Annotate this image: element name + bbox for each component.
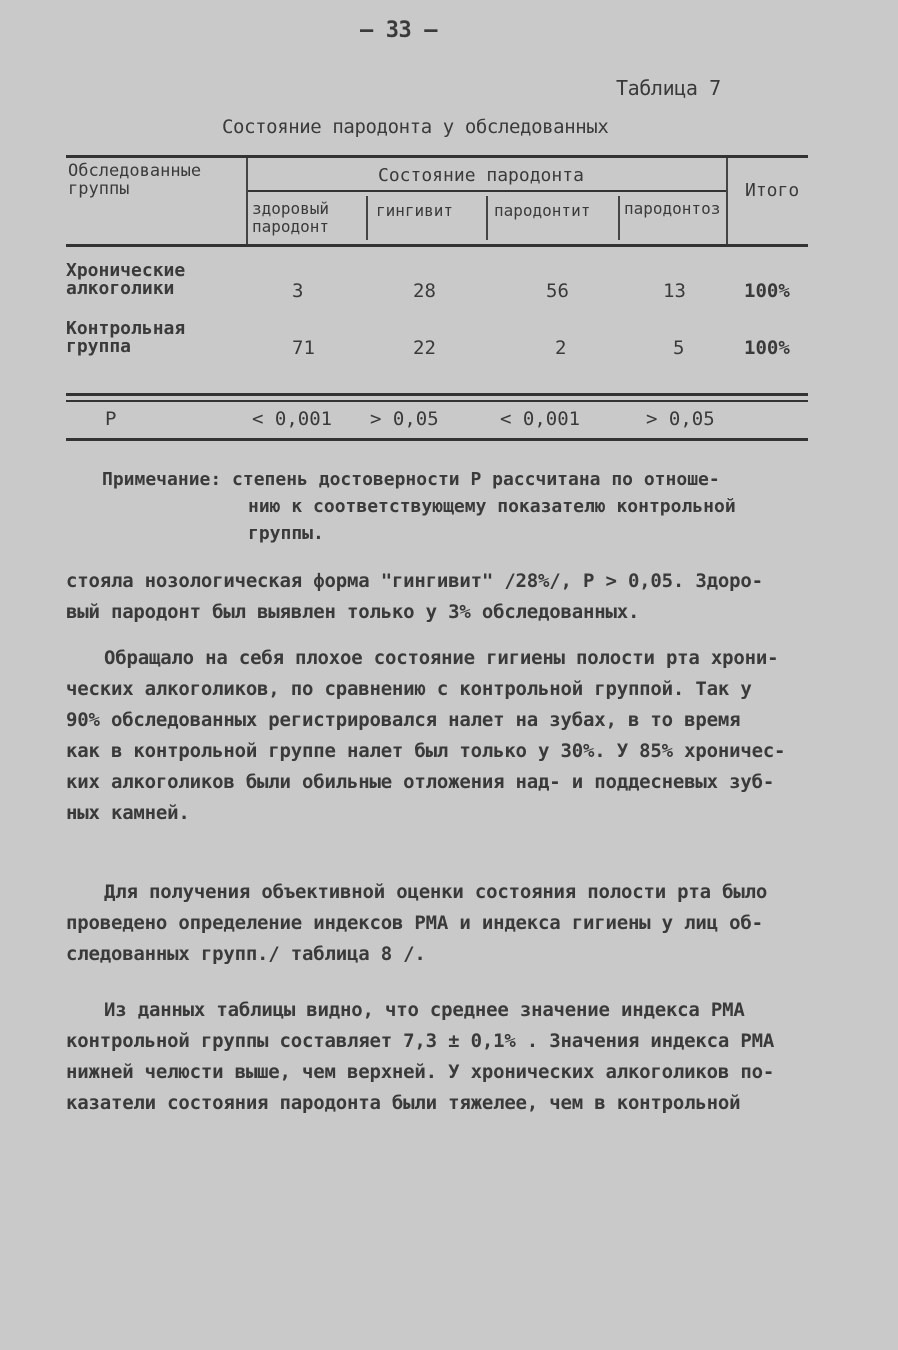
- p-value: > 0,05: [646, 408, 715, 430]
- p-row-label: P: [105, 408, 117, 430]
- table-cell: 5: [673, 337, 685, 359]
- column-divider: [486, 196, 488, 240]
- text-line: проведено определение индексов РМА и индекса гигиены у лиц об-: [66, 912, 763, 934]
- text-line: ческих алкоголиков, по сравнению с контрольной группой. Так у: [66, 678, 752, 700]
- p-value: < 0,001: [500, 408, 581, 430]
- text-line: Для получения объективной оценки состояния полости рта было: [104, 881, 768, 903]
- column-divider: [618, 196, 620, 240]
- note-line: группы.: [248, 523, 324, 544]
- table-caption: Состояние пародонта у обследованных: [222, 116, 609, 138]
- table-cell: 3: [292, 280, 304, 302]
- paragraph: [66, 643, 826, 829]
- table-cell-total: 100%: [744, 280, 790, 302]
- p-value: < 0,001: [252, 408, 333, 430]
- text-line: контрольной группы составляет 7,3 ± 0,1% . Значения индекса РМА: [66, 1030, 775, 1052]
- column-divider: [246, 158, 248, 244]
- table-top-rule: [66, 155, 808, 158]
- header-bottom-rule: [66, 244, 808, 247]
- header-periodontosis: пародонтоз: [624, 199, 721, 218]
- column-divider: [726, 158, 728, 244]
- note-line: Примечание: степень достоверности P рассчитана по отноше-: [102, 469, 720, 490]
- text-line: ных камней.: [66, 802, 190, 824]
- row-label: Контрольная группа: [66, 318, 186, 357]
- header-state: Состояние пародонта: [378, 165, 584, 186]
- paragraph: [66, 877, 826, 970]
- table-cell: 28: [413, 280, 436, 302]
- text-line: казатели состояния пародонта были тяжелее, чем в контрольной: [66, 1092, 741, 1114]
- header-group: Обследованные группы: [68, 161, 202, 199]
- page-number: — 33 —: [360, 18, 438, 43]
- p-top-rule-2: [66, 400, 808, 402]
- text-line: ких алкоголиков были обильные отложения над- и поддесневых зуб-: [66, 771, 775, 793]
- text-line: стояла нозологическая форма "гингивит" /28%/, P > 0,05. Здоро-: [66, 570, 763, 592]
- table-cell: 2: [555, 337, 567, 359]
- p-value: > 0,05: [370, 408, 439, 430]
- text-line: Из данных таблицы видно, что среднее значение индекса РМА: [104, 999, 745, 1021]
- header-total: Итого: [745, 180, 800, 201]
- p-top-rule-1: [66, 393, 808, 396]
- table-bottom-rule: [66, 438, 808, 441]
- paragraph: [66, 995, 826, 1119]
- paragraph: [66, 566, 826, 628]
- header-periodontitis: пародонтит: [494, 201, 591, 220]
- table-cell-total: 100%: [744, 337, 790, 359]
- table-label: Таблица 7: [616, 76, 721, 100]
- table-cell: 56: [546, 280, 569, 302]
- header-sub-rule: [248, 190, 726, 192]
- text-line: Обращало на себя плохое состояние гигиены полости рта хрони-: [104, 647, 779, 669]
- table-cell: 22: [413, 337, 436, 359]
- header-gingivitis: гингивит: [376, 201, 454, 220]
- row-label: Хронические алкоголики: [66, 260, 186, 299]
- table-note: [102, 466, 736, 547]
- text-line: следованных групп./ таблица 8 /.: [66, 943, 426, 965]
- note-line: нию к соответствующему показателю контрольной: [248, 496, 736, 517]
- column-divider: [366, 196, 368, 240]
- text-line: нижней челюсти выше, чем верхней. У хронических алкоголиков по-: [66, 1061, 775, 1083]
- text-line: вый пародонт был выявлен только у 3% обследованных.: [66, 601, 640, 623]
- table-cell: 71: [292, 337, 315, 359]
- header-healthy: здоровый пародонт: [252, 199, 330, 236]
- table-cell: 13: [663, 280, 686, 302]
- text-line: 90% обследованных регистрировался налет на зубах, в то время: [66, 709, 741, 731]
- text-line: как в контрольной группе налет был только у 30%. У 85% хроничес-: [66, 740, 786, 762]
